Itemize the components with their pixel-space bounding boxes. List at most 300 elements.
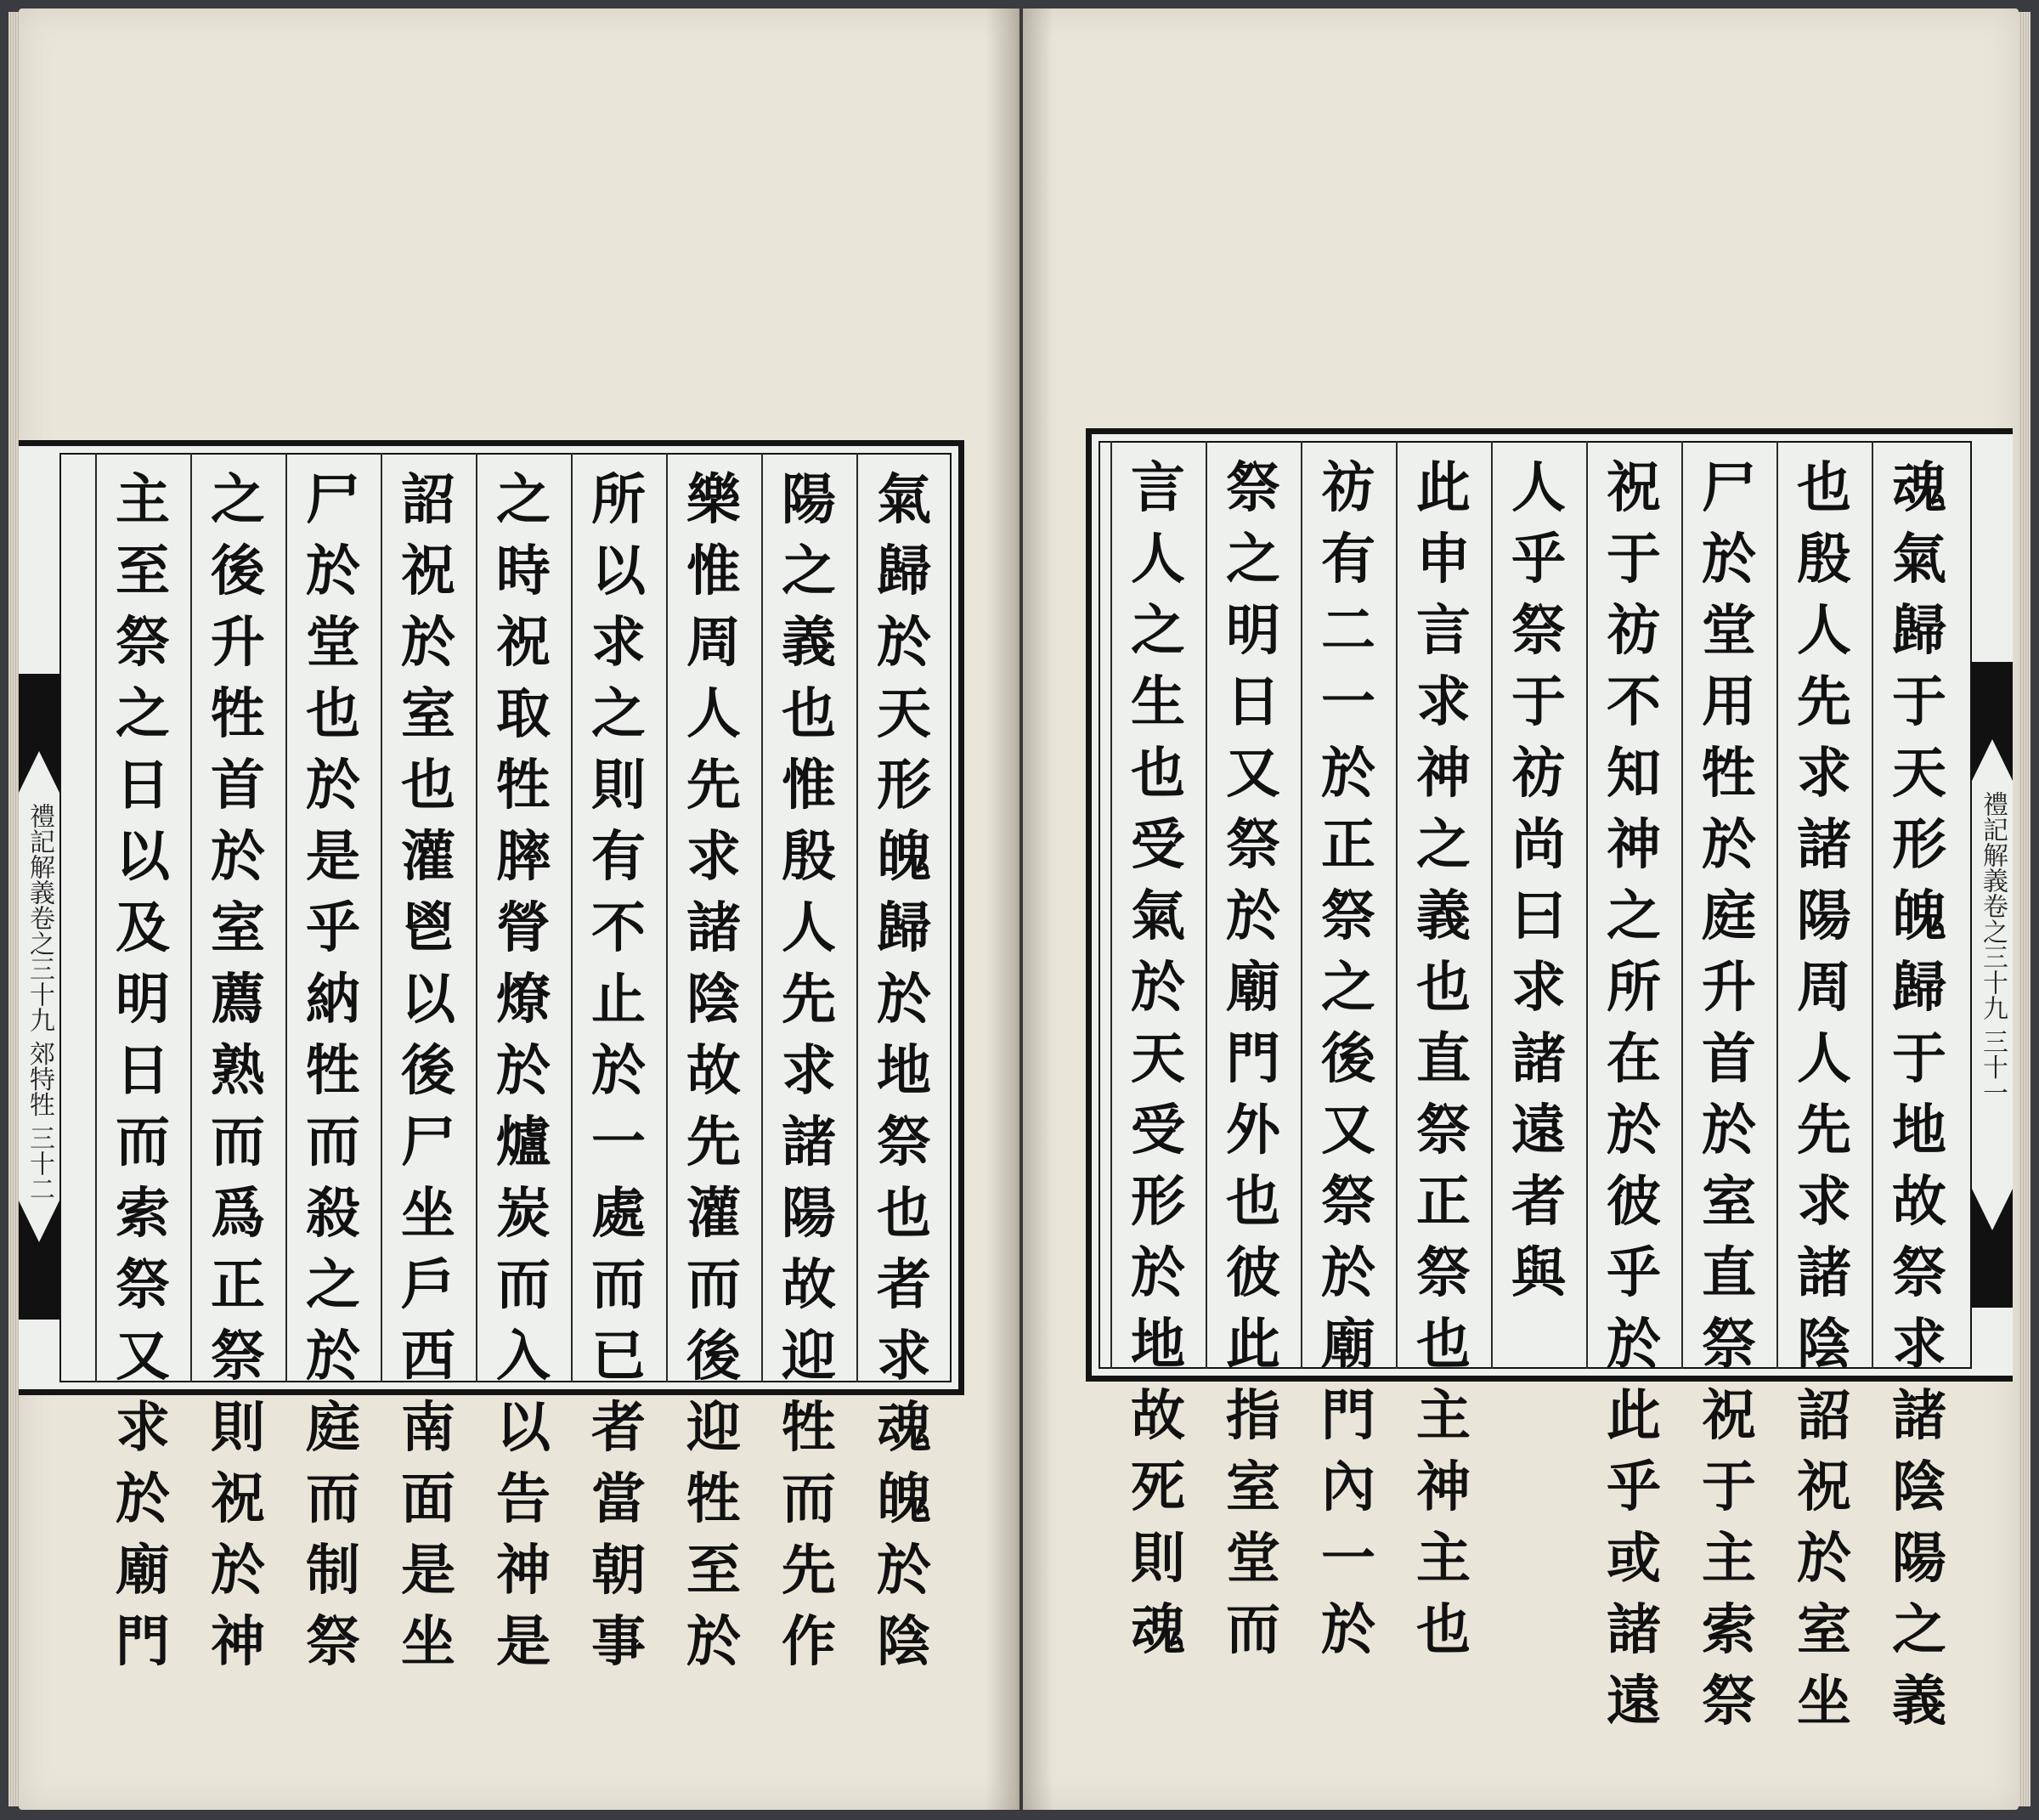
character: 先: [782, 968, 836, 1032]
character: 于: [1511, 670, 1566, 734]
character: 也: [401, 754, 455, 817]
left-page: [19, 8, 1020, 1810]
character: 先: [1797, 1099, 1851, 1162]
character: 魂: [877, 1396, 931, 1460]
character: 人: [1797, 1027, 1851, 1091]
character: 至: [116, 540, 170, 603]
character: 殷: [782, 825, 836, 889]
column-rule: [190, 453, 192, 1382]
column-rule: [1776, 441, 1778, 1369]
character: 詔: [401, 468, 455, 532]
character: 諸: [1607, 1598, 1661, 1662]
character: 日: [1226, 670, 1280, 734]
character: 灌: [401, 825, 455, 889]
character: 此: [1226, 1313, 1280, 1376]
right-text-frame: [1086, 428, 2013, 1733]
character: 納: [306, 968, 360, 1032]
character: 陽: [1892, 1527, 1946, 1591]
character: 牲: [211, 682, 265, 746]
character: 神: [496, 1539, 551, 1602]
character: 所: [591, 468, 646, 532]
character: 人: [1131, 528, 1185, 591]
character: 後: [1321, 1027, 1375, 1091]
character: 取: [496, 682, 551, 746]
character: 也: [877, 1182, 931, 1246]
character: 及: [116, 896, 170, 960]
character: 於: [1797, 1527, 1851, 1591]
character: 求: [877, 1325, 931, 1388]
character: 是: [401, 1539, 455, 1602]
column-rule: [285, 453, 287, 1382]
character: 言: [1131, 456, 1185, 520]
character: 當: [591, 1467, 646, 1531]
character: 此: [1416, 456, 1471, 520]
character: 西: [401, 1325, 455, 1388]
character: 祝: [1607, 456, 1661, 520]
character: 周: [1797, 956, 1851, 1020]
character: 主: [1416, 1384, 1471, 1448]
character: 諸: [1511, 1027, 1566, 1091]
character: 義: [1416, 885, 1471, 948]
column-rule: [476, 453, 477, 1382]
character: 祭: [1321, 885, 1375, 948]
character: 指: [1226, 1384, 1280, 1448]
character: 祭: [1511, 599, 1566, 663]
character: 魄: [877, 1467, 931, 1531]
character: 之: [496, 468, 551, 532]
character: 而: [496, 1253, 551, 1317]
character: 者: [877, 1253, 931, 1317]
character: 殷: [1797, 528, 1851, 591]
character: 入: [496, 1325, 551, 1388]
character: 內: [1321, 1455, 1375, 1519]
character: 歸: [1892, 599, 1946, 663]
character: 之: [306, 1253, 360, 1317]
character: 鬯: [401, 896, 455, 960]
character: 周: [686, 611, 741, 675]
character: 於: [877, 1539, 931, 1602]
character: 坐: [401, 1182, 455, 1246]
character: 先: [686, 1111, 741, 1174]
character: 魂: [1892, 456, 1946, 520]
character: 也: [1797, 456, 1851, 520]
character: 牲: [686, 1467, 741, 1531]
text-column: [389, 465, 467, 1678]
character: 於: [306, 540, 360, 603]
text-column: [104, 465, 182, 1678]
character: 膟: [496, 825, 551, 889]
character: 牲: [496, 754, 551, 817]
character: 祭: [211, 1325, 265, 1388]
character: 於: [496, 1039, 551, 1103]
text-column: [1595, 453, 1673, 1738]
character: 諸: [1892, 1384, 1946, 1448]
character: 神: [1416, 1455, 1471, 1519]
character: 則: [1131, 1527, 1185, 1591]
character: 也: [782, 682, 836, 746]
character: 燎: [496, 968, 551, 1032]
character: 與: [1511, 1241, 1566, 1305]
character: 人: [1511, 456, 1566, 520]
character: 廟: [1321, 1313, 1375, 1376]
left-banxin: [19, 453, 61, 1382]
character: 坐: [401, 1610, 455, 1674]
character: 於: [686, 1610, 741, 1674]
character: 先: [686, 754, 741, 817]
character: 升: [1702, 956, 1756, 1020]
character: 求: [782, 1039, 836, 1103]
text-column: [675, 465, 753, 1678]
character: 室: [1797, 1598, 1851, 1662]
character: 處: [591, 1182, 646, 1246]
character: 樂: [686, 468, 741, 532]
character: 于: [1607, 528, 1661, 591]
character: 歸: [1892, 956, 1946, 1020]
column-rule: [761, 453, 763, 1382]
text-column: [1880, 453, 1958, 1738]
character: 則: [211, 1396, 265, 1460]
character: 後: [211, 540, 265, 603]
character: 升: [211, 611, 265, 675]
character: 而: [1226, 1598, 1280, 1662]
character: 天: [877, 682, 931, 746]
character: 事: [591, 1610, 646, 1674]
character: 之: [1416, 813, 1471, 877]
fish-tail-lower-icon: [19, 1201, 59, 1320]
character: 求: [1797, 1170, 1851, 1234]
character: 堂: [1702, 599, 1756, 663]
character: 朝: [591, 1539, 646, 1602]
character: 用: [1702, 670, 1756, 734]
character: 直: [1702, 1241, 1756, 1305]
character: 求: [1511, 956, 1566, 1020]
character: 熟: [211, 1039, 265, 1103]
character: 也: [1226, 1170, 1280, 1234]
character: 於: [401, 611, 455, 675]
character: 首: [1702, 1027, 1756, 1091]
character: 尚: [1511, 813, 1566, 877]
left-text-frame: [19, 440, 964, 1674]
character: 日: [116, 1039, 170, 1103]
character: 祝: [401, 540, 455, 603]
character: 祭: [1892, 1241, 1946, 1305]
character: 諸: [1797, 1241, 1851, 1305]
character: 而: [306, 1467, 360, 1531]
character: 祝: [1797, 1455, 1851, 1519]
text-column: [579, 465, 658, 1678]
character: 求: [116, 1396, 170, 1460]
character: 制: [306, 1539, 360, 1602]
character: 歸: [877, 896, 931, 960]
character: 於: [1226, 885, 1280, 948]
character: 義: [1892, 1670, 1946, 1733]
character: 曰: [1511, 885, 1566, 948]
character: 人: [1797, 599, 1851, 663]
character: 神: [1607, 813, 1661, 877]
character: 陰: [877, 1610, 931, 1674]
character: 明: [1226, 599, 1280, 663]
character: 以: [496, 1396, 551, 1460]
character: 惟: [686, 540, 741, 603]
character: 死: [1131, 1455, 1185, 1519]
character: 牲: [1702, 742, 1756, 805]
column-rule: [1872, 441, 1873, 1369]
column-rule: [1206, 441, 1207, 1369]
character: 堂: [1226, 1527, 1280, 1591]
character: 戶: [401, 1253, 455, 1317]
character: 也: [306, 682, 360, 746]
character: 祭: [1702, 1670, 1756, 1733]
character: 或: [1607, 1527, 1661, 1591]
character: 一: [1321, 670, 1375, 734]
character: 陰: [1797, 1313, 1851, 1376]
character: 地: [1892, 1099, 1946, 1162]
character: 諸: [686, 896, 741, 960]
character: 也: [1416, 1313, 1471, 1376]
column-rule: [95, 453, 97, 1382]
character: 是: [496, 1610, 551, 1674]
character: 廟: [116, 1539, 170, 1602]
character: 一: [1321, 1527, 1375, 1591]
character: 諸: [1797, 813, 1851, 877]
character: 祊: [1511, 742, 1566, 805]
character: 在: [1607, 1027, 1661, 1091]
page-edges-right: [2019, 12, 2031, 1806]
character: 室: [211, 896, 265, 960]
character: 作: [782, 1610, 836, 1674]
character: 此: [1607, 1384, 1661, 1448]
character: 於: [591, 1039, 646, 1103]
character: 則: [591, 754, 646, 817]
column-rule: [1110, 441, 1112, 1369]
character: 祝: [496, 611, 551, 675]
character: 陽: [782, 1182, 836, 1246]
character: 索: [116, 1182, 170, 1246]
character: 後: [686, 1325, 741, 1388]
character: 於: [211, 1539, 265, 1602]
text-column: [1785, 453, 1863, 1738]
character: 殺: [306, 1182, 360, 1246]
text-column: [1404, 453, 1483, 1666]
character: 而: [686, 1253, 741, 1317]
character: 言: [1416, 599, 1471, 663]
character: 知: [1607, 742, 1661, 805]
character: 爐: [496, 1111, 551, 1174]
character: 門: [1226, 1027, 1280, 1091]
character: 也: [1416, 956, 1471, 1020]
character: 魂: [1131, 1598, 1185, 1662]
character: 求: [1797, 742, 1851, 805]
column-rule: [1681, 441, 1683, 1369]
character: 於: [116, 1467, 170, 1531]
character: 神: [211, 1610, 265, 1674]
character: 求: [1892, 1313, 1946, 1376]
character: 正: [1321, 813, 1375, 877]
character: 遠: [1607, 1670, 1661, 1733]
character: 也: [1416, 1598, 1471, 1662]
character: 陽: [782, 468, 836, 532]
character: 室: [1702, 1170, 1756, 1234]
character: 日: [116, 754, 170, 817]
character: 於: [306, 754, 360, 817]
character: 而: [306, 1111, 360, 1174]
character: 室: [1226, 1455, 1280, 1519]
character: 於: [1702, 813, 1756, 877]
character: 門: [116, 1610, 170, 1674]
character: 于: [1702, 1455, 1756, 1519]
character: 神: [1416, 742, 1471, 805]
character: 有: [591, 825, 646, 889]
character: 之: [1892, 1598, 1946, 1662]
character: 故: [1131, 1384, 1185, 1448]
character: 所: [1607, 956, 1661, 1020]
character: 室: [401, 682, 455, 746]
character: 索: [1702, 1598, 1756, 1662]
character: 祭: [1226, 813, 1280, 877]
character: 二: [1321, 599, 1375, 663]
character: 形: [877, 754, 931, 817]
character: 祊: [1607, 599, 1661, 663]
text-column: [865, 465, 943, 1678]
text-column: [484, 465, 562, 1678]
character: 尸: [306, 468, 360, 532]
character: 惟: [782, 754, 836, 817]
character: 後: [401, 1039, 455, 1103]
character: 祝: [211, 1467, 265, 1531]
right-banxin: [1970, 441, 2013, 1369]
character: 地: [877, 1039, 931, 1103]
character: 形: [1131, 1170, 1185, 1234]
character: 於: [306, 1325, 360, 1388]
column-rule: [571, 453, 573, 1382]
character: 不: [591, 896, 646, 960]
character: 於: [211, 825, 265, 889]
fish-tail-lower-icon: [1972, 1189, 2013, 1308]
character: 地: [1131, 1313, 1185, 1376]
character: 之: [1321, 956, 1375, 1020]
character: 之: [1226, 528, 1280, 591]
character: 受: [1131, 813, 1185, 877]
character: 求: [686, 825, 741, 889]
character: 外: [1226, 1099, 1280, 1162]
character: 已: [591, 1325, 646, 1388]
character: 祭: [116, 611, 170, 675]
character: 天: [1131, 1027, 1185, 1091]
text-column: [1214, 453, 1292, 1666]
character: 祭: [306, 1610, 360, 1674]
character: 先: [782, 1539, 836, 1602]
character: 而: [782, 1467, 836, 1531]
character: 祭: [1321, 1170, 1375, 1234]
character: 坐: [1797, 1670, 1851, 1733]
column-rule: [381, 453, 382, 1382]
character: 主: [1702, 1527, 1756, 1591]
character: 炭: [496, 1182, 551, 1246]
character: 歸: [877, 540, 931, 603]
character: 迎: [686, 1396, 741, 1460]
character: 求: [591, 611, 646, 675]
character: 時: [496, 540, 551, 603]
character: 而: [116, 1111, 170, 1174]
character: 於: [1702, 528, 1756, 591]
character: 魄: [1892, 885, 1946, 948]
character: 之: [1607, 885, 1661, 948]
character: 故: [686, 1039, 741, 1103]
character: 之: [1131, 599, 1185, 663]
character: 受: [1131, 1099, 1185, 1162]
character: 又: [1226, 742, 1280, 805]
character: 尸: [1702, 456, 1756, 520]
character: 也: [1131, 742, 1185, 805]
character: 者: [1511, 1170, 1566, 1234]
character: 於: [1131, 1241, 1185, 1305]
character: 一: [591, 1111, 646, 1174]
character: 之: [211, 468, 265, 532]
fish-tail-upper-icon: [1972, 662, 2013, 781]
character: 直: [1416, 1027, 1471, 1091]
character: 祭: [877, 1111, 931, 1174]
character: 諸: [782, 1111, 836, 1174]
character: 門: [1321, 1384, 1375, 1448]
text-column: [770, 465, 848, 1678]
character: 於: [1321, 742, 1375, 805]
character: 面: [401, 1467, 455, 1531]
character: 庭: [1702, 885, 1756, 948]
character: 堂: [306, 611, 360, 675]
character: 人: [782, 896, 836, 960]
character: 於: [1131, 956, 1185, 1020]
character: 又: [116, 1325, 170, 1388]
character: 氣: [877, 468, 931, 532]
character: 至: [686, 1539, 741, 1602]
column-rule: [1491, 441, 1493, 1369]
character: 而: [211, 1111, 265, 1174]
character: 天: [1892, 742, 1946, 805]
character: 故: [1892, 1170, 1946, 1234]
character: 於: [1321, 1241, 1375, 1305]
text-column: [1500, 453, 1578, 1309]
character: 之: [116, 682, 170, 746]
character: 膋: [496, 896, 551, 960]
character: 主: [116, 468, 170, 532]
text-column: [199, 465, 277, 1678]
text-column: [1119, 453, 1197, 1666]
character: 祭: [1416, 1241, 1471, 1305]
character: 于: [1892, 670, 1946, 734]
character: 者: [591, 1396, 646, 1460]
text-column: [1690, 453, 1768, 1738]
character: 於: [1321, 1598, 1375, 1662]
character: 祭: [1416, 1099, 1471, 1162]
character: 薦: [211, 968, 265, 1032]
character: 氣: [1892, 528, 1946, 591]
character: 於: [1702, 1099, 1756, 1162]
character: 詔: [1797, 1384, 1851, 1448]
character: 生: [1131, 670, 1185, 734]
character: 告: [496, 1467, 551, 1531]
character: 止: [591, 968, 646, 1032]
right-banxin-text: 禮記解義卷之三十九 三十一: [1978, 791, 2008, 1105]
character: 灌: [686, 1182, 741, 1246]
character: 於: [877, 968, 931, 1032]
character: 南: [401, 1396, 455, 1460]
left-banxin-text: 禮記解義卷之三十九 郊特牲 三十二: [25, 803, 54, 1202]
character: 乎: [1607, 1241, 1661, 1305]
character: 故: [782, 1253, 836, 1317]
character: 先: [1797, 670, 1851, 734]
character: 彼: [1607, 1170, 1661, 1234]
character: 彼: [1226, 1241, 1280, 1305]
